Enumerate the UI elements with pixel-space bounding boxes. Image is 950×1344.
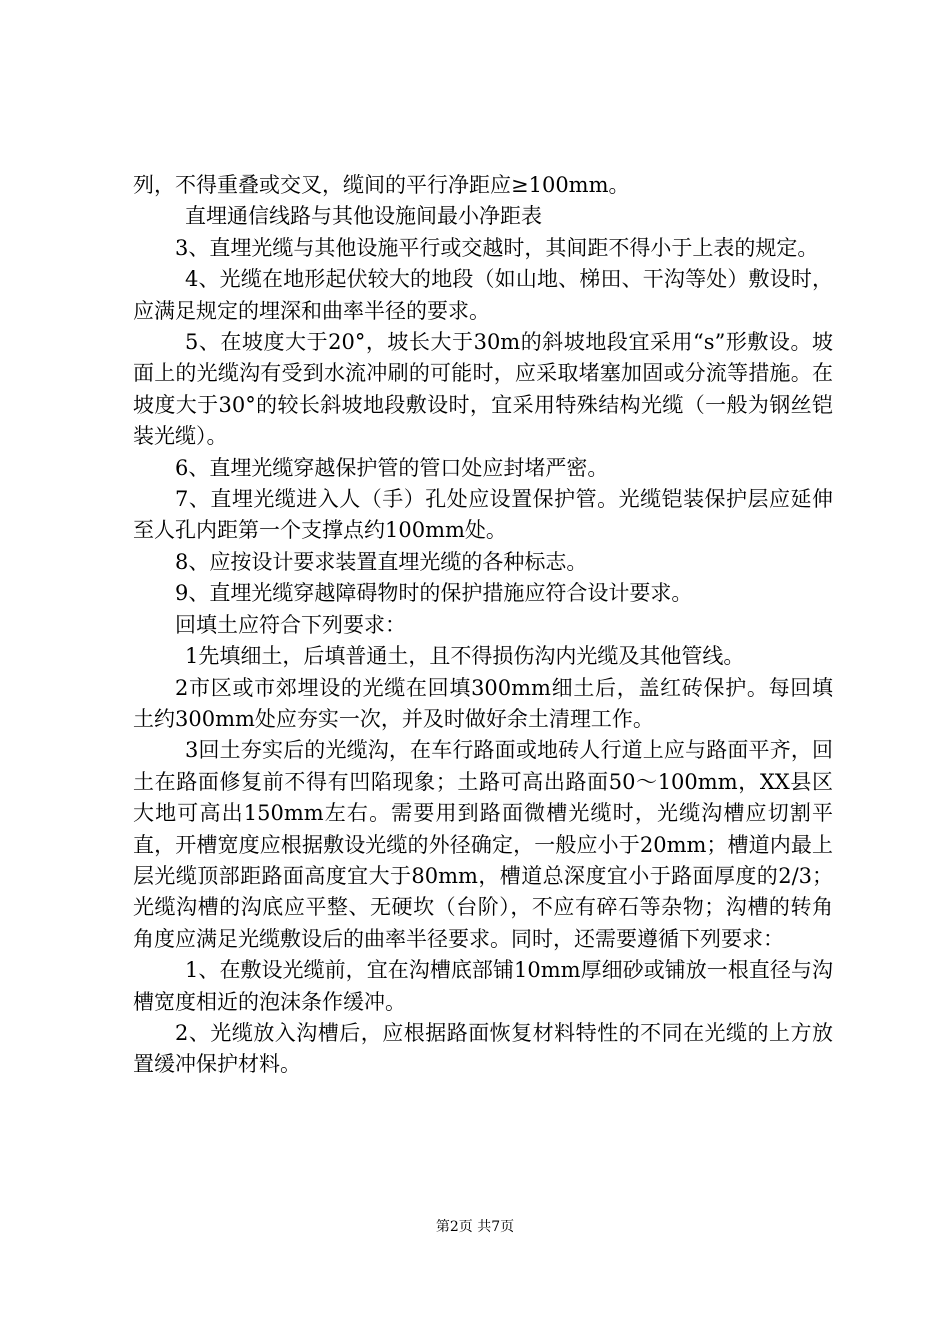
paragraph-backfill-2: 2市区或市郊埋设的光缆在回填300mm细土后，盖红砖保护。每回填土约300mm处应夯实一次，并及时做好余土清理工作。 xyxy=(133,675,833,731)
paragraph-item-4: 4、光缆在地形起伏较大的地段（如山地、梯田、干沟等处）敷设时，应满足规定的埋深和曲率半径的要求。 xyxy=(133,267,833,323)
paragraph-microtrench-2: 2、光缆放入沟槽后，应根据路面恢复材料特性的不同在光缆的上方放置缓冲保护材料。 xyxy=(133,1020,833,1077)
paragraph-backfill-1: 1先填细土，后填普通土，且不得损伤沟内光缆及其他管线。 xyxy=(185,644,745,669)
paragraph-item-5: 5、在坡度大于20°，坡长大于30m的斜坡地段宜采用“s”形敷设。坡面上的光缆沟有受到水流冲刷的可能时，应采取堵塞加固或分流等措施。在坡度大于30°的较长斜坡地段敷设时，宜采用特殊结构光缆（一般为钢丝铠装光缆）。 xyxy=(133,330,833,449)
paragraph-item-6: 6、直埋光缆穿越保护管的管口处应封堵严密。 xyxy=(175,455,609,480)
paragraph-microtrench-1: 1、在敷设光缆前，宜在沟槽底部铺10mm厚细砂或铺放一根直径与沟槽宽度相近的泡沫条作缓冲。 xyxy=(133,958,833,1014)
paragraph-item-9: 9、直埋光缆穿越障碍物时的保护措施应符合设计要求。 xyxy=(175,581,693,606)
paragraph-item-7: 7、直埋光缆进入人（手）孔处应设置保护管。光缆铠装保护层应延伸至人孔内距第一个支撑点约100mm处。 xyxy=(133,487,833,543)
paragraph-backfill-3: 3回土夯实后的光缆沟，在车行路面或地砖人行道上应与路面平齐，回土在路面修复前不得有凹陷现象；土路可高出路面50～100mm，XX县区大地可高出150mm左右。需要用到路面微槽光缆时，光缆沟槽应切割平直，开槽宽度应根据敷设光缆的外径确定，一般应小于20mm；槽道内最上层光缆顶部距路面高度宜大于80mm，槽道总深度宜小于路面厚度的2/3；光缆沟槽的沟底应平整、无硬坎（台阶），不应有碎石等杂物；沟槽的转角角度应满足光缆敷设后的曲率半径要求。同时，还需要遵循下列要求： xyxy=(133,738,833,951)
paragraph-backfill-heading: 回填土应符合下列要求： xyxy=(175,612,406,637)
page-footer: 第2页 共7页 xyxy=(435,1219,515,1235)
paragraph-item-8: 8、应按设计要求装置直埋光缆的各种标志。 xyxy=(175,549,588,574)
table-caption: 直埋通信线路与其他设施间最小净距表 xyxy=(185,204,542,229)
paragraph-continuation: 列，不得重叠或交叉，缆间的平行净距应≥100mm。 xyxy=(133,173,630,197)
document-body xyxy=(133,170,833,1081)
paragraph-item-3: 3、直埋光缆与其他设施平行或交越时，其间距不得小于上表的规定。 xyxy=(175,235,819,260)
